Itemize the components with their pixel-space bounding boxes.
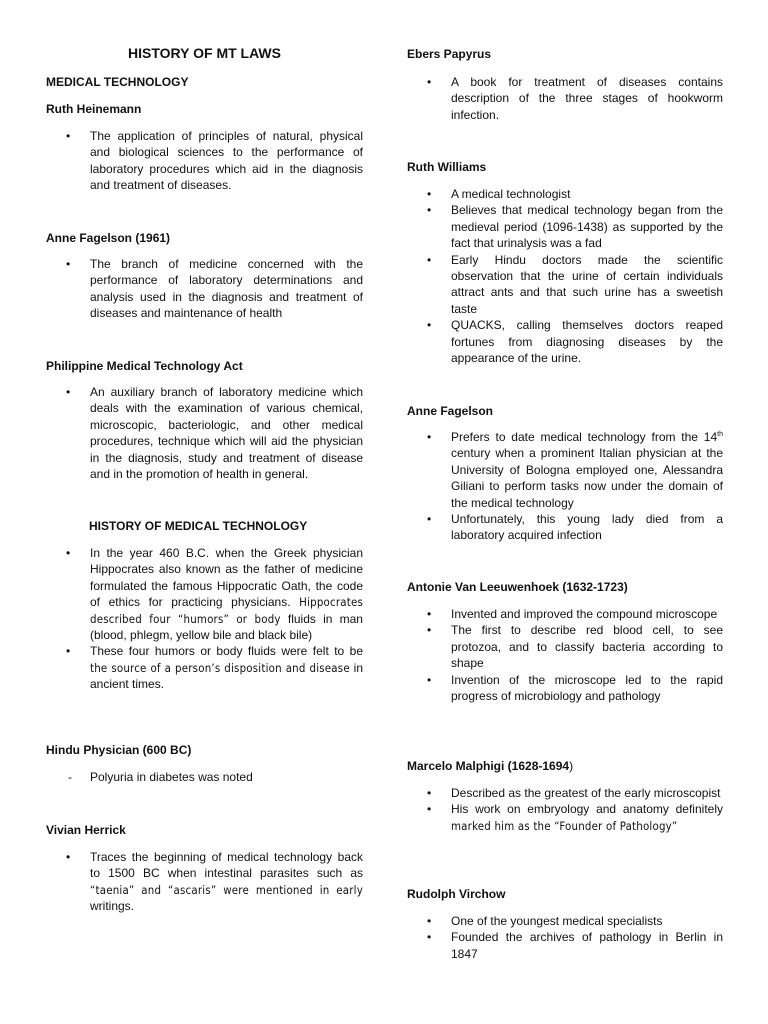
page-title: HISTORY OF MT LAWS <box>128 45 281 61</box>
list-item: • Early Hindu doctors made the scientific observation that the urine of certain individuals attract ants and that such urine has a sweetish taste <box>407 252 723 318</box>
hippocrates-text-c: fluids in man (blood, phlegm, yellow bile and black bile) <box>90 611 363 643</box>
hippocrates-list <box>46 545 363 693</box>
hippocrates-text-a: In the year 460 B.C. when the Greek physician Hippocrates also known as the father of medicine formulated the famous Hippocratic Oath, the code of ethics for practicing physicians. <box>90 546 363 610</box>
humors-text-b: the source of a person’s disposition and disease <box>90 660 350 675</box>
list-item: • QUACKS, calling themselves doctors reaped fortunes from diagnosing diseases by the appearance of the urine. <box>407 317 723 366</box>
list-item <box>407 429 723 511</box>
heading-ebers-papyrus: Ebers Papyrus <box>407 47 492 61</box>
humors-text-a: These four humors or body fluids were felt to be <box>90 644 363 659</box>
list-item <box>46 545 363 643</box>
list-item <box>46 849 363 915</box>
list-item: • One of the youngest medical specialists <box>407 913 723 929</box>
fagelson-text-pre: Prefers to date medical technology from the 14 <box>451 430 718 444</box>
pmta-list <box>46 384 363 482</box>
list-item: • Invention of the microscope led to the rapid progress of microbiology and pathology <box>407 672 723 705</box>
list-item: • A medical technologist <box>407 186 723 202</box>
vivian-text-b: “taenia” and “ascaris” were mentioned in early <box>90 882 363 897</box>
leeuwenhoek-list <box>407 606 723 704</box>
list-item: • An auxiliary branch of laboratory medicine which deals with the examination of various chemical, microscopic, bacteriologic, and other medical procedures, technique which will aid the physician in the diagnosis, study and treatment of disease and in the promotion of health in general. <box>46 384 363 482</box>
heading-hindu-physician: Hindu Physician (600 BC) <box>46 743 192 757</box>
heading-anne-fagelson: Anne Fagelson <box>407 404 494 418</box>
list-item <box>46 643 363 692</box>
humors-text-c: in ancient times. <box>90 660 363 692</box>
list-item: • Founded the archives of pathology in Berlin in 1847 <box>407 929 723 962</box>
list-item: • The first to describe red blood cell, to see protozoa, and to classify bacteria according to shape <box>407 622 723 671</box>
malphigi-text-a: His work on embryology and anatomy definitely <box>451 802 723 817</box>
vivian-text-c: writings. <box>90 899 135 914</box>
virchow-list <box>407 913 723 962</box>
vivian-text-a: Traces the beginning of medical technology back to 1500 BC when intestinal parasites such as <box>90 850 363 881</box>
vivian-herrick-list <box>46 849 363 915</box>
list-item: • Believes that medical technology began from the medieval period (1096-1438) as supported by the fact that urinalysis was a fad <box>407 202 723 251</box>
ruth-williams-list <box>407 186 723 366</box>
ruth-heinemann-list <box>46 128 363 194</box>
list-item <box>407 801 723 834</box>
fagelson-text-post: century when a prominent Italian physician at the University of Bologna employed one, Alessandra Giliani to perform tasks now under the domain of the medical technology <box>451 446 723 510</box>
ebers-papyrus-list <box>407 74 723 123</box>
heading-rudolph-virchow: Rudolph Virchow <box>407 887 506 901</box>
heading-ruth-williams: Ruth Williams <box>407 160 487 174</box>
list-item: • The application of principles of natural, physical and biological sciences to the performance of laboratory procedures which aid in the diagnosis and treatment of diseases. <box>46 128 363 194</box>
heading-leeuwenhoek: Antonie Van Leeuwenhoek (1632-1723) <box>407 580 628 594</box>
heading-vivian-herrick: Vivian Herrick <box>46 823 126 837</box>
list-item: • The branch of medicine concerned with the performance of laboratory determinations and analysis used in the diagnosis and treatment of diseases and maintenance of health <box>46 256 363 322</box>
list-item: • Invented and improved the compound microscope <box>407 606 723 622</box>
heading-ruth-heinemann: Ruth Heinemann <box>46 102 142 116</box>
superscript-th: th <box>717 431 723 438</box>
malphigi-name: Marcelo Malphigi (1628-1694 <box>407 759 570 773</box>
list-item: - Polyuria in diabetes was noted <box>46 769 363 785</box>
list-item: • Described as the greatest of the early microscopist <box>407 785 723 801</box>
heading-marcelo-malphigi <box>407 758 573 774</box>
list-item: • A book for treatment of diseases contains description of the three stages of hookworm infection. <box>407 74 723 123</box>
heading-pmta: Philippine Medical Technology Act <box>46 359 243 373</box>
hindu-list <box>46 769 363 785</box>
heading-anne-fagelson-1961: Anne Fagelson (1961) <box>46 231 171 245</box>
list-item: • Unfortunately, this young lady died from a laboratory acquired infection <box>407 511 723 544</box>
malphigi-list <box>407 785 723 834</box>
history-of-medical-technology-heading: HISTORY OF MEDICAL TECHNOLOGY <box>89 519 308 533</box>
anne-fagelson-1961-list <box>46 256 363 322</box>
section-heading-medical-technology: MEDICAL TECHNOLOGY <box>46 75 189 89</box>
anne-fagelson-list <box>407 429 723 544</box>
malphigi-text-b: marked him as the “Founder of Pathology” <box>451 818 678 833</box>
malphigi-name-close: ) <box>569 759 574 773</box>
hippocrates-text-b: Hippocrates described four “humors” or body <box>90 595 363 626</box>
